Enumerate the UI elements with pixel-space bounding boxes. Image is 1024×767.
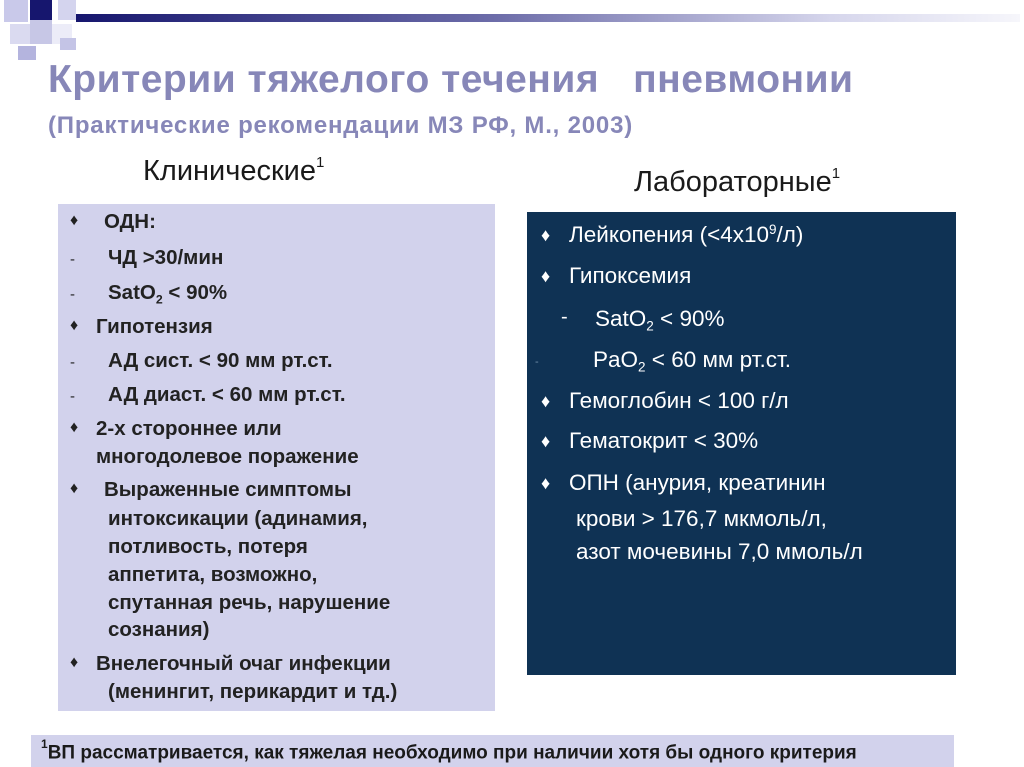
lab-item: ОПН (анурия, креатинин xyxy=(569,470,826,495)
clinical-item-continuation: (менингит, перикардит и тд.) xyxy=(108,680,398,703)
decor-square xyxy=(60,38,76,50)
clinical-item-continuation: многодолевое поражение xyxy=(96,445,359,468)
dash-bullet-icon: - xyxy=(70,388,75,405)
diamond-bullet-icon: ♦ xyxy=(541,225,551,245)
lab-subitem xyxy=(593,347,791,373)
clinical-item-continuation: аппетита, возможно, xyxy=(108,563,318,586)
leukopenia-label: Лейкопения (<4х10 xyxy=(569,222,770,247)
decor-square xyxy=(4,0,28,22)
footnote-mark: 1 xyxy=(315,154,325,172)
lab-item: Гипоксемия xyxy=(569,263,692,288)
superscript: 9 xyxy=(769,221,777,237)
decor-square xyxy=(30,0,52,22)
dash-bullet-icon: - xyxy=(70,354,75,371)
dash-bullet-icon: - xyxy=(561,306,568,328)
lab-subitem xyxy=(595,306,724,332)
clinical-subitem: ЧД >30/мин xyxy=(108,246,224,269)
footnote-body: ВП рассматривается, как тяжелая необходимо при наличии хотя бы одного критерия xyxy=(47,742,857,764)
diamond-bullet-icon: ♦ xyxy=(541,431,551,451)
clinical-item-continuation: потливость, потеря xyxy=(108,535,308,558)
column-heading-laboratory xyxy=(634,166,840,199)
leukopenia-unit: /л) xyxy=(776,222,804,247)
clinical-item-continuation: интоксикации (адинамия, xyxy=(108,507,368,530)
column-heading-clinical xyxy=(143,155,324,188)
pao2-value: < 60 мм рт.ст. xyxy=(645,347,792,372)
diamond-bullet-icon: ♦ xyxy=(70,212,79,229)
subscript: 2 xyxy=(155,292,163,307)
lab-item-continuation: крови > 176,7 мкмоль/л, xyxy=(576,506,827,531)
clinical-subitem: АД диаст. < 60 мм рт.ст. xyxy=(108,383,346,406)
diamond-bullet-icon: ♦ xyxy=(541,473,551,493)
footnote-box xyxy=(31,735,954,767)
sato2-value: < 90% xyxy=(162,281,228,304)
clinical-item-continuation: сознания) xyxy=(108,618,210,641)
sato2-label: SatO xyxy=(595,306,647,331)
clinical-item: Выраженные симптомы xyxy=(104,478,352,501)
clinical-subitem: АД сист. < 90 мм рт.ст. xyxy=(108,349,333,372)
dash-bullet-icon: - xyxy=(70,251,75,268)
lab-item xyxy=(569,222,803,248)
dash-bullet-icon: - xyxy=(535,356,539,368)
lab-item: Гематокрит < 30% xyxy=(569,428,759,453)
clinical-item-continuation: спутанная речь, нарушение xyxy=(108,591,391,614)
dash-bullet-icon: - xyxy=(70,286,75,303)
footnote-mark: 1 xyxy=(831,165,841,183)
clinical-item: Гипотензия xyxy=(96,315,213,338)
pao2-label: PaO xyxy=(593,347,639,372)
decor-square xyxy=(30,20,52,44)
diamond-bullet-icon: ♦ xyxy=(541,266,551,286)
footnote-mark: 1 xyxy=(41,737,48,751)
header-gradient-bar xyxy=(76,14,1020,22)
decor-square xyxy=(10,24,30,44)
clinical-criteria-box xyxy=(58,204,495,711)
sato2-label: SatO xyxy=(108,281,156,304)
clinical-item: ОДН: xyxy=(104,210,156,233)
lab-item: Гемоглобин < 100 г/л xyxy=(569,388,789,413)
column-heading-label: Лабораторные xyxy=(634,166,832,198)
diamond-bullet-icon: ♦ xyxy=(541,391,551,411)
subscript: 2 xyxy=(638,359,646,375)
footnote-text xyxy=(41,737,857,764)
column-heading-label: Клинические xyxy=(143,155,316,187)
diamond-bullet-icon: ♦ xyxy=(70,317,79,334)
decor-square xyxy=(18,46,36,60)
diamond-bullet-icon: ♦ xyxy=(70,419,79,436)
subscript: 2 xyxy=(646,318,654,334)
diamond-bullet-icon: ♦ xyxy=(70,480,79,497)
slide-title: Критерии тяжелого течения пневмонии xyxy=(48,58,854,101)
clinical-subitem xyxy=(108,281,227,305)
sato2-value: < 90% xyxy=(653,306,725,331)
lab-item-continuation: азот мочевины 7,0 ммоль/л xyxy=(576,539,863,564)
clinical-item: Внелегочный очаг инфекции xyxy=(96,652,391,675)
laboratory-criteria-box xyxy=(527,212,956,675)
decor-square xyxy=(58,0,76,20)
slide-subtitle: (Практические рекомендации МЗ РФ, М., 2003) xyxy=(48,112,634,139)
clinical-item: 2-х стороннее или xyxy=(96,417,282,440)
diamond-bullet-icon: ♦ xyxy=(70,654,79,671)
